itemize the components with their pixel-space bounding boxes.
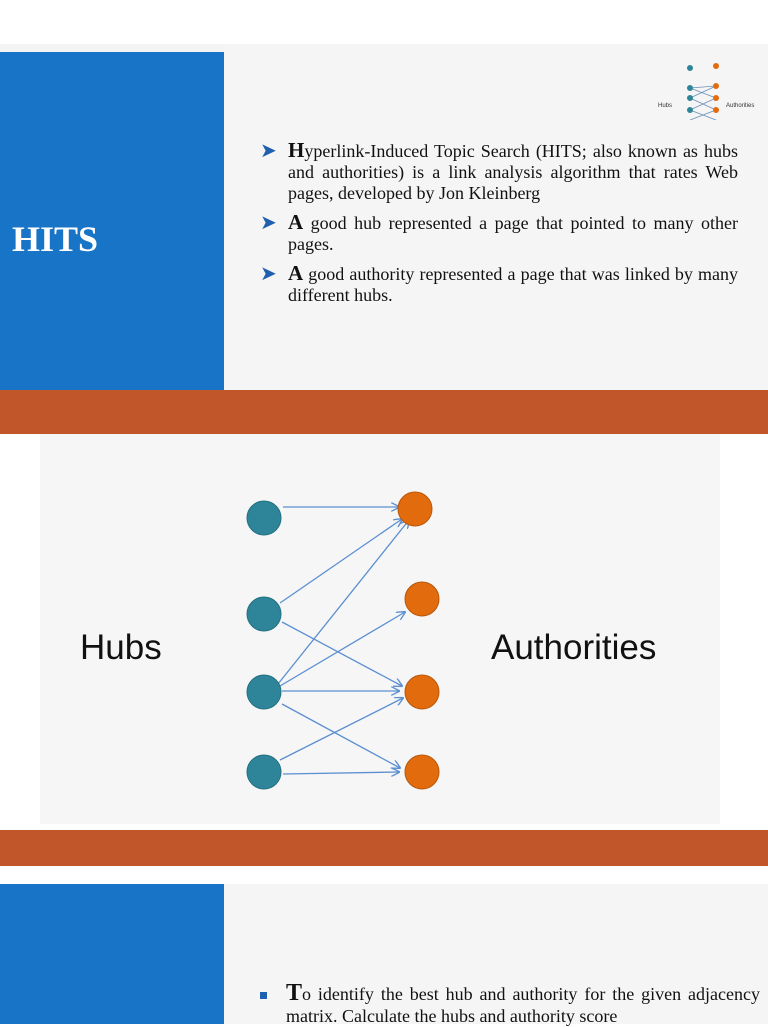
authority-nodes xyxy=(398,492,439,789)
bullet-item xyxy=(260,982,760,1027)
edge xyxy=(282,704,400,768)
authority-node xyxy=(398,492,432,526)
slide-exercise xyxy=(0,866,768,1024)
edge xyxy=(280,698,403,760)
edge xyxy=(280,519,402,603)
title-panel xyxy=(0,52,224,390)
authority-node xyxy=(405,675,439,709)
bullet-item xyxy=(258,263,738,306)
hubs-label: Hubs xyxy=(80,628,162,667)
hub-node xyxy=(247,675,281,709)
authority-node xyxy=(405,755,439,789)
authorities-label: Authorities xyxy=(491,628,657,667)
edge xyxy=(278,520,409,684)
mini-authority-node xyxy=(713,83,719,89)
bullet-initial: H xyxy=(288,138,305,162)
mini-authority-node xyxy=(713,95,719,101)
hub-node xyxy=(247,597,281,631)
mini-hub-node xyxy=(687,85,693,91)
hub-node xyxy=(247,501,281,535)
authority-node xyxy=(405,582,439,616)
slide-hubs-authorities-graph xyxy=(0,434,768,830)
mini-hub-node xyxy=(687,107,693,113)
slide-divider xyxy=(0,390,768,434)
mini-hubs-authorities-diagram xyxy=(656,62,768,120)
mini-graph xyxy=(656,62,768,120)
arrow-bullet-icon: ➤ xyxy=(260,212,277,234)
edges xyxy=(278,507,409,774)
mini-hubs-label: Hubs xyxy=(658,103,673,109)
top-margin xyxy=(0,0,768,44)
bullet-initial: T xyxy=(286,980,303,1006)
content-panel xyxy=(224,884,768,1024)
square-bullet-icon xyxy=(260,992,267,999)
bullet-item xyxy=(258,140,738,204)
hub-nodes xyxy=(247,501,281,789)
content-panel xyxy=(224,44,768,390)
edge xyxy=(283,772,399,774)
bullet-initial: A xyxy=(288,261,304,285)
mini-hub-node xyxy=(687,95,693,101)
bullet-initial: A xyxy=(288,210,304,234)
arrow-bullet-icon: ➤ xyxy=(260,140,277,162)
slide-divider xyxy=(0,830,768,866)
arrow-bullet-icon: ➤ xyxy=(260,263,277,285)
mini-authority-node xyxy=(713,107,719,113)
slide-title: HITS xyxy=(12,219,99,259)
bullet-text: o identify the best hub and authority for the given adjacency matrix. Calculate the hubs and authority score xyxy=(286,984,760,1026)
slide-hits-intro xyxy=(0,44,768,390)
title-panel xyxy=(0,884,224,1024)
hub-node xyxy=(247,755,281,789)
bullet-text: good authority represented a page that was linked by many different hubs. xyxy=(288,264,738,305)
edge xyxy=(280,612,405,686)
bullet-text: good hub represented a page that pointed to many other pages. xyxy=(288,213,738,254)
mini-hub-node xyxy=(687,65,693,71)
mini-authorities-label: Authorities xyxy=(726,103,755,109)
bullet-list xyxy=(258,140,738,314)
edge xyxy=(282,622,402,686)
bullet-text: yperlink-Induced Topic Search (HITS; also known as hubs and authorities) is a link analysis algorithm that rates Web pages, developed by Jon Kleinberg xyxy=(288,141,738,203)
bullet-item xyxy=(258,212,738,255)
bipartite-graph xyxy=(0,434,768,830)
mini-authority-node xyxy=(713,63,719,69)
